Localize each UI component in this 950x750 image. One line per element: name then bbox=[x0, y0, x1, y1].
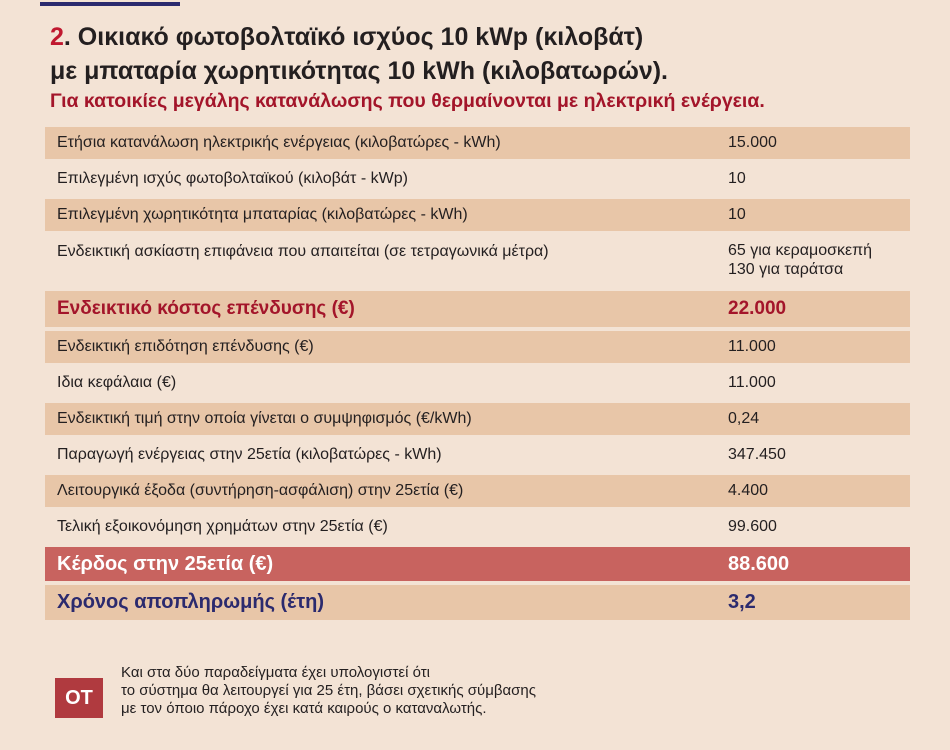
footnote-line-3: με τον όποιο πάροχο έχει κατά καιρούς ο καταναλωτής. bbox=[121, 700, 487, 717]
row-label: Ενδεικτική ασκίαστη επιφάνεια που απαιτείται (σε τετραγωνικά μέτρα) bbox=[57, 243, 549, 260]
title-line-2: με μπαταρία χωρητικότητας 10 kWh (κιλοβατωρών). bbox=[50, 57, 669, 85]
table-row bbox=[45, 475, 910, 507]
row-label: Επιλεγμένη ισχύς φωτοβολταϊκού (κιλοβάτ - kWp) bbox=[57, 170, 408, 187]
row-value-line-2: 130 για ταράτσα bbox=[728, 261, 844, 278]
row-label: Χρόνος αποπληρωμής (έτη) bbox=[57, 591, 325, 613]
table-row bbox=[45, 511, 910, 543]
footer bbox=[55, 662, 935, 732]
row-value: 99.600 bbox=[728, 518, 777, 535]
row-label: Επιλεγμένη χωρητικότητα μπαταρίας (κιλοβατώρες - kWh) bbox=[57, 206, 468, 223]
row-value: 3,2 bbox=[728, 591, 756, 613]
footnote-line-2: το σύστημα θα λειτουργεί για 25 έτη, βάσει σχετικής σύμβασης bbox=[121, 682, 536, 699]
table-row bbox=[45, 367, 910, 399]
page-title bbox=[50, 20, 930, 88]
row-label: Κέρδος στην 25ετία (€) bbox=[57, 552, 274, 575]
row-label: Ετήσια κατανάλωση ηλεκτρικής ενέργειας (κιλοβατώρες - kWh) bbox=[57, 134, 501, 151]
table-row bbox=[45, 127, 910, 159]
ot-logo: OT bbox=[55, 678, 103, 718]
table-row bbox=[45, 331, 910, 363]
table-row-profit bbox=[45, 547, 910, 581]
row-label: Ιδια κεφάλαια (€) bbox=[57, 374, 177, 391]
row-value-line-1: 65 για κεραμοσκεπή bbox=[728, 242, 873, 259]
row-label: Ενδεικτική επιδότηση επένδυσης (€) bbox=[57, 338, 314, 355]
title-line-1 bbox=[50, 20, 930, 54]
table-row bbox=[45, 403, 910, 435]
top-accent-bar bbox=[40, 2, 180, 6]
data-table bbox=[45, 127, 910, 624]
table-row bbox=[45, 163, 910, 195]
title-line-1-text: . Οικιακό φωτοβολταϊκό ισχύος 10 kWp (κιλοβάτ) bbox=[63, 23, 644, 51]
row-value: 11.000 bbox=[728, 338, 776, 355]
row-label: Λειτουργικά έξοδα (συντήρηση-ασφάλιση) στην 25ετία (€) bbox=[57, 482, 464, 499]
row-value: 22.000 bbox=[728, 298, 787, 319]
row-label: Παραγωγή ενέργειας στην 25ετία (κιλοβατώρες - kWh) bbox=[57, 446, 442, 463]
table-row bbox=[45, 235, 910, 287]
row-value: 11.000 bbox=[728, 374, 776, 391]
table-row bbox=[45, 439, 910, 471]
table-row bbox=[45, 199, 910, 231]
row-label: Τελική εξοικονόμηση χρημάτων στην 25ετία (€) bbox=[57, 518, 388, 535]
row-value: 88.600 bbox=[728, 552, 790, 575]
row-value: 4.400 bbox=[728, 482, 769, 499]
page-subtitle: Για κατοικίες μεγάλης κατανάλωσης που θερμαίνονται με ηλεκτρική ενέργεια. bbox=[50, 90, 765, 112]
row-value bbox=[728, 241, 872, 279]
row-value: 15.000 bbox=[728, 134, 777, 151]
table-row-investment-cost bbox=[45, 291, 910, 327]
table-row-payback bbox=[45, 585, 910, 620]
title-number: 2 bbox=[50, 23, 64, 51]
footnote-line-1: Και στα δύο παραδείγματα έχει υπολογιστεί ότι bbox=[121, 664, 430, 681]
row-value: 0,24 bbox=[728, 410, 760, 427]
row-label: Ενδεικτικό κόστος επένδυσης (€) bbox=[57, 298, 355, 319]
row-label: Ενδεικτική τιμή στην οποία γίνεται ο συμψηφισμός (€/kWh) bbox=[57, 410, 472, 427]
row-value: 347.450 bbox=[728, 446, 786, 463]
footnote bbox=[121, 664, 681, 718]
row-value: 10 bbox=[728, 170, 746, 187]
row-value: 10 bbox=[728, 206, 746, 223]
